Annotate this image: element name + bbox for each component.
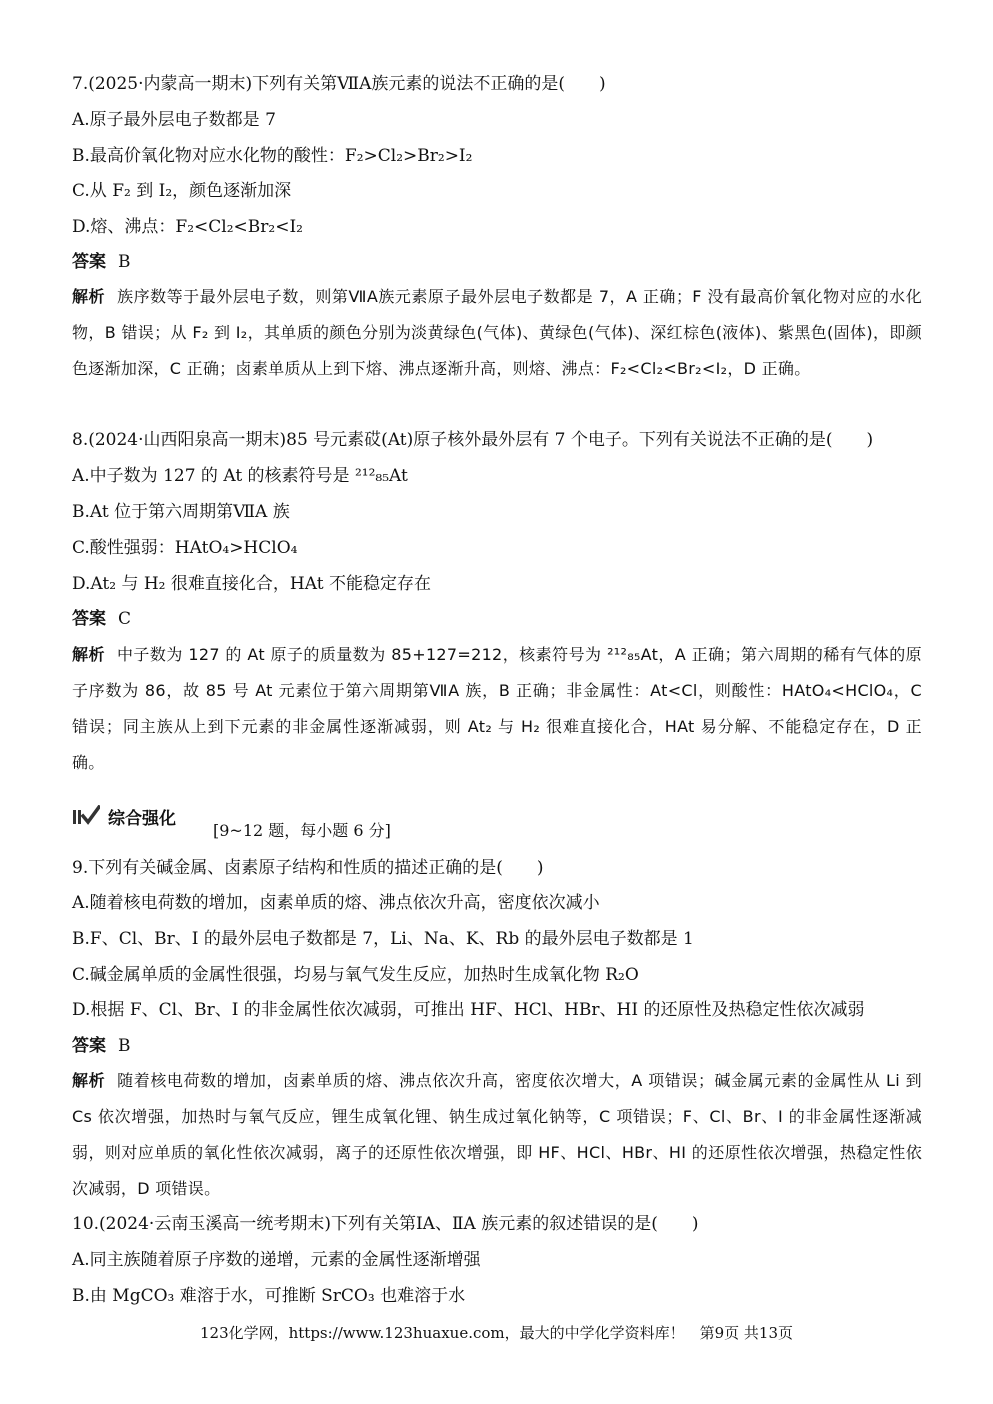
- q7-stem: 7.(2025·内蒙高一期末)下列有关第ⅦA族元素的说法不正确的是( ): [72, 74, 606, 94]
- q8-stem: 8.(2024·山西阳泉高一期末)85 号元素砹(At)原子核外最外层有 7 个电子。下列有关说法不正确的是( ): [72, 430, 874, 450]
- answer-value: B: [118, 1036, 131, 1056]
- q9-option-d: D.根据 F、Cl、Br、I 的非金属性依次减弱，可推出 HF、HCl、HBr、HI 的还原性及热稳定性依次减弱: [72, 1000, 865, 1020]
- q7-option-d: D.熔、沸点：F₂<Cl₂<Br₂<I₂: [72, 217, 303, 237]
- q8-option-a: A.中子数为 127 的 At 的核素符号是 ²¹²₈₅At: [72, 466, 408, 486]
- analysis-text: 中子数为 127 的 At 原子的质量数为 85+127=212，核素符号为 ²¹²₈₅At，A 正确；第六周期的稀有气体的原子序数为 86，故 85 号 At 元素位于第六周期第ⅦA 族，B 正确；非金属性：At<Cl，则酸性：HAtO₄<HClO₄，C 错误；同主族从上到下元素的非金属性逐渐减弱，则 At₂ 与 H₂ 很难直接化合，HAt 易分解、不能稳定存在，D 正确。: [72, 645, 922, 772]
- analysis-label: 解析: [72, 287, 106, 306]
- q9-stem: 9.下列有关碱金属、卤素原子结构和性质的描述正确的是( ): [72, 858, 544, 878]
- section-note: [9~12 题，每小题 6 分]: [213, 821, 391, 840]
- q7-option-c: C.从 F₂ 到 I₂，颜色逐渐加深: [72, 181, 292, 201]
- answer-value: C: [118, 609, 132, 629]
- analysis-label: 解析: [72, 1071, 106, 1090]
- q10-option-a: A.同主族随着原子序数的递增，元素的金属性逐渐增强: [72, 1250, 481, 1270]
- q10-option-b: B.由 MgCO₃ 难溶于水，可推断 SrCO₃ 也难溶于水: [72, 1286, 466, 1306]
- q8-analysis: [72, 637, 922, 781]
- q7-analysis: [72, 279, 922, 387]
- q8-option-d: D.At₂ 与 H₂ 很难直接化合，HAt 不能稳定存在: [72, 574, 431, 594]
- q9-option-c: C.碱金属单质的金属性很强，均易与氧气发生反应，加热时生成氧化物 R₂O: [72, 965, 639, 985]
- q7-option-a: A.原子最外层电子数都是 7: [72, 110, 276, 130]
- q7-answer: [72, 251, 131, 273]
- q9-option-a: A.随着核电荷数的增加，卤素单质的熔、沸点依次升高，密度依次减小: [72, 893, 600, 913]
- q9-answer: [72, 1035, 131, 1057]
- answer-label: 答案: [72, 1036, 106, 1056]
- q9-option-b: B.F、Cl、Br、I 的最外层电子数都是 7，Li、Na、K、Rb 的最外层电子数都是 1: [72, 929, 694, 949]
- q8-option-c: C.酸性强弱：HAtO₄>HClO₄: [72, 538, 298, 558]
- answer-label: 答案: [72, 252, 106, 272]
- checkmark-icon: [72, 805, 100, 827]
- q7-option-b: B.最高价氧化物对应水化物的酸性：F₂>Cl₂>Br₂>I₂: [72, 146, 473, 166]
- analysis-text: 随着核电荷数的增加，卤素单质的熔、沸点依次升高，密度依次增大，A 项错误；碱金属元素的金属性从 Li 到 Cs 依次增强，加热时与氧气反应，锂生成氧化锂、钠生成过氧化钠等，C 项错误；F、Cl、Br、I 的非金属性逐渐减弱，则对应单质的氧化性依次减弱，离子的还原性依次增强，即 HF、HCl、HBr、HI 的还原性依次增强，热稳定性依次减弱，D 项错误。: [72, 1071, 922, 1198]
- section-header: [72, 802, 176, 830]
- q8-option-b: B.At 位于第六周期第ⅦA 族: [72, 502, 290, 522]
- answer-value: B: [118, 252, 131, 272]
- page-footer: 123化学网，https://www.123huaxue.com，最大的中学化学资料库！ 第9页 共13页: [199, 1324, 794, 1342]
- answer-label: 答案: [72, 609, 106, 629]
- analysis-label: 解析: [72, 645, 105, 664]
- q8-answer: [72, 608, 131, 630]
- analysis-text: 族序数等于最外层电子数，则第ⅦA族元素原子最外层电子数都是 7，A 正确；F 没有最高价氧化物对应的水化物，B 错误；从 F₂ 到 I₂，其单质的颜色分别为淡黄绿色(气体)、黄绿色(气体)、深红棕色(液体)、紫黑色(固体)，即颜色逐渐加深，C 正确；卤素单质从上到下熔、沸点逐渐升高，则熔、沸点：F₂<Cl₂<Br₂<I₂，D 正确。: [72, 287, 922, 378]
- q10-stem: 10.(2024·云南玉溪高一统考期末)下列有关第ⅠA、ⅡA 族元素的叙述错误的是( ): [72, 1214, 699, 1234]
- section-title: 综合强化: [108, 808, 176, 829]
- q9-analysis: [72, 1063, 922, 1207]
